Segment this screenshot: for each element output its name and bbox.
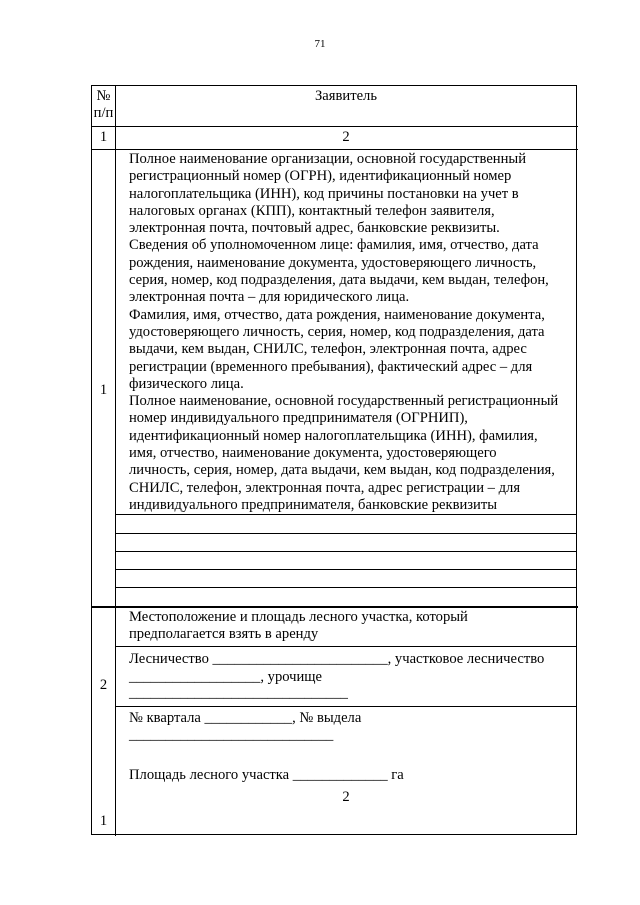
- blank-rule-2: [116, 533, 576, 534]
- row1-line: идентификационный номер налогоплательщика (ИНН), фамилия,: [129, 427, 538, 444]
- row1-line: регистрации (временного пребывания), фактический адрес – для: [129, 358, 533, 375]
- row1-line: физического лица.: [129, 375, 244, 392]
- page-number: 71: [314, 38, 326, 50]
- row1-line: электронная почта, почтовый адрес, банковские реквизиты.: [129, 220, 500, 237]
- location-title-line1: Местоположение и площадь лесного участка, который: [129, 609, 468, 625]
- row1-line: электронная почта – для юридического лица.: [129, 289, 410, 306]
- row1-line: Полное наименование, основной государственный регистрационный: [129, 393, 559, 410]
- row1-description: [129, 151, 575, 514]
- bottom-right-number: 2: [342, 789, 350, 805]
- row1-line: имя, отчество, наименование документа, удостоверяющего: [129, 445, 497, 462]
- row2-number: 2: [99, 677, 108, 693]
- forestry-line1: Лесничество ________________________, участковое лесничество: [129, 651, 545, 667]
- row1-line: налоговых органах (КПП), контактный телефон заявителя,: [129, 202, 495, 219]
- quarter-line1: № квартала ____________, № выдела: [129, 710, 362, 726]
- col-number-left: 1: [99, 129, 108, 145]
- row1-line: выдачи, кем выдан, СНИЛС, телефон, электронная почта, адрес: [129, 341, 527, 358]
- forestry-rule: [116, 706, 576, 707]
- area-line: Площадь лесного участка _____________ га: [129, 767, 404, 783]
- location-title-line2: предполагается взять в аренду: [129, 626, 319, 642]
- column-divider: [115, 86, 116, 836]
- row2-top-rule: [92, 606, 578, 608]
- row1-line: номер индивидуального предпринимателя (ОГРНИП),: [129, 410, 468, 427]
- forestry-line2: __________________, урочище: [129, 669, 323, 685]
- row1-line: удостоверяющего личность, серия, номер, код подразделения, дата: [129, 323, 545, 340]
- applicant-header: Заявитель: [315, 88, 377, 104]
- row1-line: индивидуального предпринимателя, банковские реквизиты: [129, 496, 498, 513]
- row2-bottom-left-number: 1: [99, 813, 108, 829]
- blank-rule-5: [116, 587, 576, 588]
- header-rule: [92, 126, 578, 127]
- forestry-line3: ______________________________: [129, 685, 348, 701]
- application-table: [91, 85, 577, 835]
- location-rule: [116, 646, 576, 647]
- row1-line: регистрационный номер (ОГРН), идентификационный номер: [129, 168, 512, 185]
- row1-line: Сведения об уполномоченном лице: фамилия, имя, отчество, дата: [129, 237, 539, 254]
- row1-line: серия, номер, код подразделения, дата выдачи, кем выдан, телефон,: [129, 272, 549, 289]
- colnum-rule: [92, 149, 578, 150]
- col-number-right: 2: [342, 129, 350, 145]
- row1-number: 1: [99, 382, 108, 398]
- row1-line: Полное наименование организации, основной государственный: [129, 151, 527, 167]
- row1-line: личность, серия, номер, дата выдачи, кем выдан, код подразделения,: [129, 462, 555, 479]
- row1-line: Фамилия, имя, отчество, дата рождения, наименование документа,: [129, 306, 545, 323]
- blank-rule-3: [116, 551, 576, 552]
- num-header-line2: п/п: [93, 105, 114, 121]
- row1-line: рождения, наименование документа, удостоверяющего личность,: [129, 254, 537, 271]
- num-header-line1: №: [96, 88, 111, 104]
- row1-line: СНИЛС, телефон, электронная почта, адрес регистрации – для: [129, 479, 521, 496]
- row1-line: налогоплательщика (ИНН), код причины постановки на учет в: [129, 185, 519, 202]
- quarter-line2: ____________________________: [129, 727, 334, 743]
- blank-rule-4: [116, 569, 576, 570]
